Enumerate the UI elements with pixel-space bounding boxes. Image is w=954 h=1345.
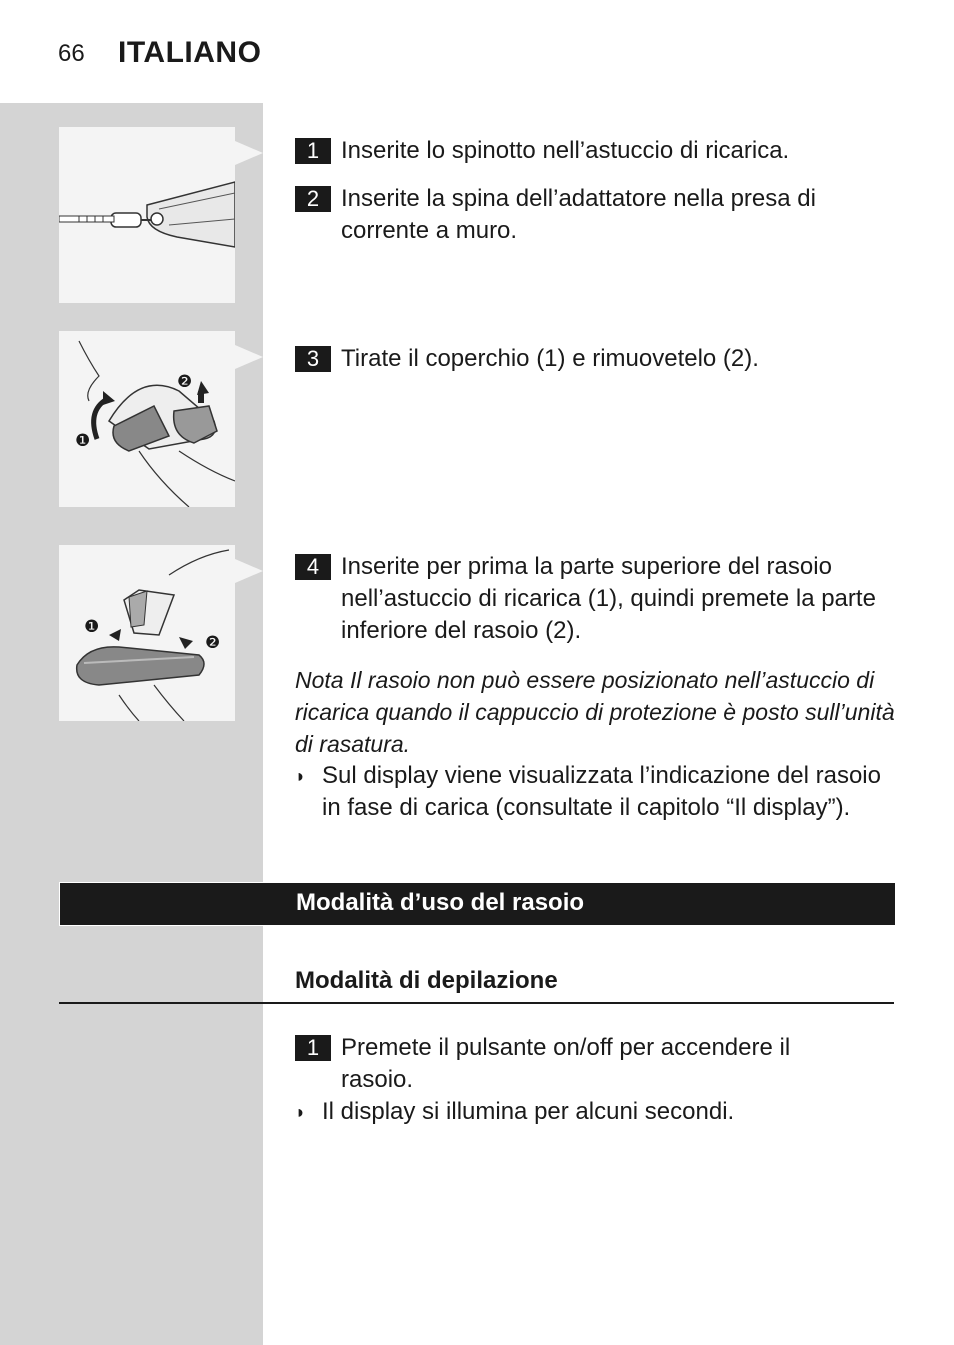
step-text: Inserite la spina dell’adattatore nella presa di corrente a muro. (341, 185, 816, 244)
result-bullet (295, 760, 885, 824)
step-number: 2 (295, 186, 331, 212)
step-3 (295, 343, 895, 375)
step-marker-2: ❷ (205, 633, 221, 652)
subheading-rule (59, 1002, 894, 1004)
illustration-insert-shaver (59, 545, 235, 721)
illustration-remove-cover (59, 331, 235, 507)
bullet-text: Sul display viene visualizzata l’indicazione del rasoio in fase di carica (consultate il capitolo “Il display”). (322, 762, 881, 821)
step-number: 3 (295, 346, 331, 372)
step-number: 4 (295, 554, 331, 580)
step-4 (295, 551, 895, 647)
plug-charger-drawing (59, 127, 235, 303)
step-b-1 (295, 1032, 855, 1096)
step-number: 1 (295, 1035, 331, 1061)
remove-cover-drawing (59, 331, 235, 507)
step-marker-2: ❷ (177, 372, 193, 391)
step-1 (295, 135, 895, 167)
bullet-text: Il display si illumina per alcuni secondi. (322, 1098, 735, 1125)
bullet-marker-icon: ◗ (295, 766, 306, 786)
note-text: Nota Il rasoio non può essere posizionato nell’astuccio di ricarica quando il cappuccio di protezione è posto sull’unità di rasatura. (295, 667, 895, 757)
language-title: ITALIANO (118, 36, 262, 69)
step-text: Tirate il coperchio (1) e rimuovetelo (2). (341, 345, 759, 372)
step-marker-1: ❶ (75, 431, 91, 450)
subheading: Modalità di depilazione (295, 967, 558, 994)
step-text: Inserite per prima la parte superiore del rasoio nell’astuccio di ricarica (1), quindi premete la parte inferiore del rasoio (2). (341, 553, 876, 644)
section-heading-bar (59, 882, 896, 926)
step-marker-1: ❶ (84, 617, 100, 636)
step-text: Inserite lo spinotto nell’astuccio di ricarica. (341, 137, 790, 164)
section-heading: Modalità d’uso del rasoio (296, 889, 585, 916)
illustration-plug-charger (59, 127, 235, 303)
step-2 (295, 183, 875, 247)
result-bullet-b (295, 1096, 895, 1128)
step-text: Premete il pulsante on/off per accendere il rasoio. (341, 1034, 791, 1093)
bullet-marker-icon: ◗ (295, 1102, 306, 1122)
step-number: 1 (295, 138, 331, 164)
page-number: 66 (58, 40, 85, 67)
